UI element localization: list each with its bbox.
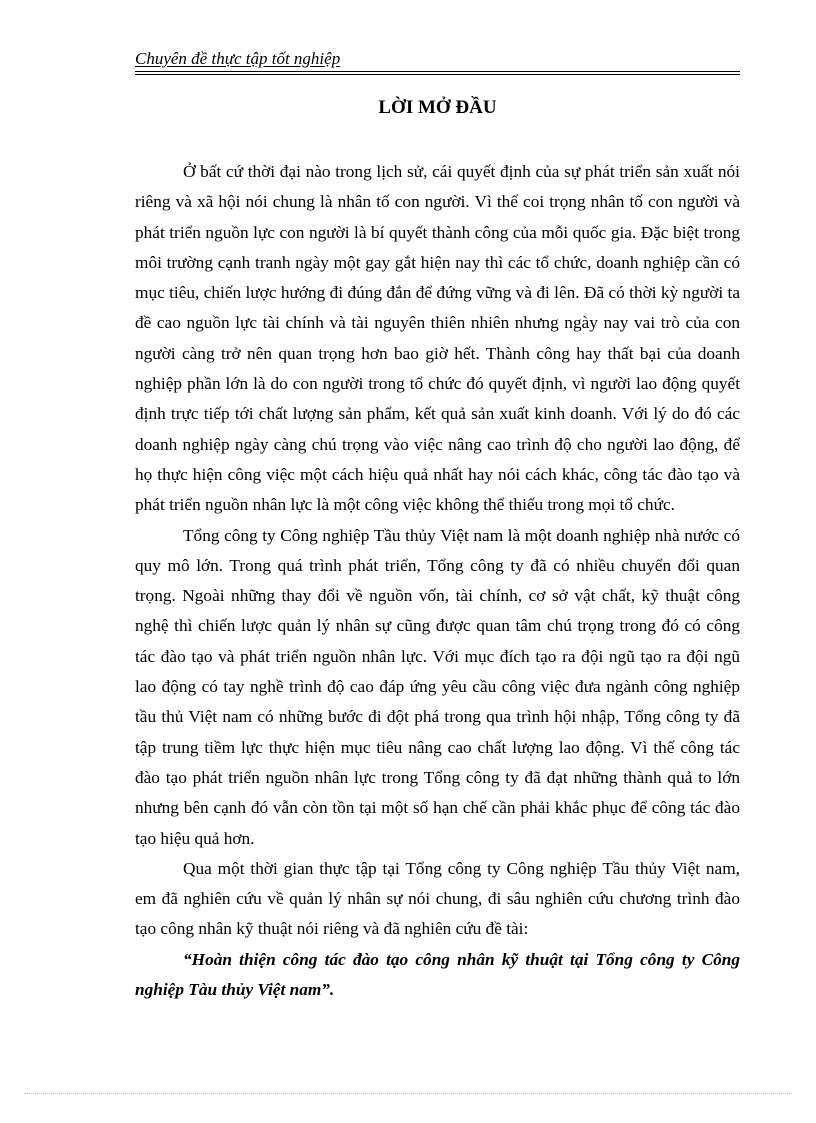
- header-double-rule: [135, 71, 740, 75]
- header-title: Chuyên đề thực tập tốt nghiệp: [135, 49, 341, 68]
- footer-dotted-rule: [24, 1093, 792, 1094]
- paragraph-2: Tổng công ty Công nghiệp Tầu thủy Việt nam là một doanh nghiệp nhà nước có quy mô lớn. Trong quá trình phát triển, Tổng công ty đã có nhiều chuyển đổi quan trọng. Ngoài những thay đổi về nguồn vốn, tài chính, cơ sở vật chất, kỹ thuật công nghệ thì chiến lược quản lý nhân sự cũng được quan tâm chú trọng trong đó có công tác đào tạo và phát triển nguồn nhân lực. Với mục đích tạo ra đội ngũ tạo ra đội ngũ lao động có tay nghề trình độ cao đáp ứng yêu cầu công việc đưa ngành công nghiệp tầu thủ Việt nam có những bước đi đột phá trong qua trình hội nhập, Tổng công ty đã tập trung tiềm lực thực hiện mục tiêu nâng cao chất lượng lao động. Vì thế công tác đào tạo phát triển nguồn nhân lực trong Tổng công ty đã đạt những thành quả to lớn nhưng bên cạnh đó vẫn còn tồn tại một số hạn chế cần phải khắc phục để công tác đào tạo hiệu quả hơn.: [135, 525, 740, 848]
- page-title: LỜI MỞ ĐẦU: [378, 97, 497, 118]
- paragraph-1: Ở bất cứ thời đại nào trong lịch sử, cái quyết định của sự phát triển sản xuất nói riêng và xã hội nói chung là nhân tố con người. Vì thế coi trọng nhân tố con người và phát triển nguồn lực con người là bí quyết thành công của mỗi quốc gia. Đặc biệt trong môi trường cạnh tranh ngày một gay gắt hiện nay thì các tổ chức, doanh nghiệp cần có mục tiêu, chiến lược hướng đi đúng đắn để đứng vững và đi lên. Đã có thời kỳ người ta đề cao nguồn lực tài chính và tài nguyên thiên nhiên nhưng ngày nay vai trò của con người càng trở nên quan trọng hơn bao giờ hết. Thành công hay thất bại của doanh nghiệp phần lớn là do con người trong tổ chức đó quyết định, vì người lao động quyết định trực tiếp tới chất lượng sản phẩm, kết quả sản xuất kinh doanh. Với lý do đó các doanh nghiệp ngày càng chú trọng vào việc nâng cao trình độ cho người lao động, để họ thực hiện công việc một cách hiệu quả nhất hay nói cách khác, công tác đào tạo và phát triển nguồn nhân lực là một công việc không thể thiếu trong mọi tổ chức.: [135, 162, 740, 515]
- thesis-title: “Hoàn thiện công tác đào tạo công nhân kỹ thuật tại Tổng công ty Công nghiệp Tàu thủy Việt nam”.: [135, 949, 740, 1000]
- page-header: [135, 48, 740, 75]
- document-body: [135, 157, 740, 1005]
- paragraph-3: Qua một thời gian thực tập tại Tổng công ty Công nghiệp Tầu thủy Việt nam, em đã nghiên cứu về quản lý nhân sự nói chung, đi sâu nghiên cứu chương trình đào tạo công nhân kỹ thuật nói riêng và đã nghiên cứu đề tài:: [135, 858, 740, 939]
